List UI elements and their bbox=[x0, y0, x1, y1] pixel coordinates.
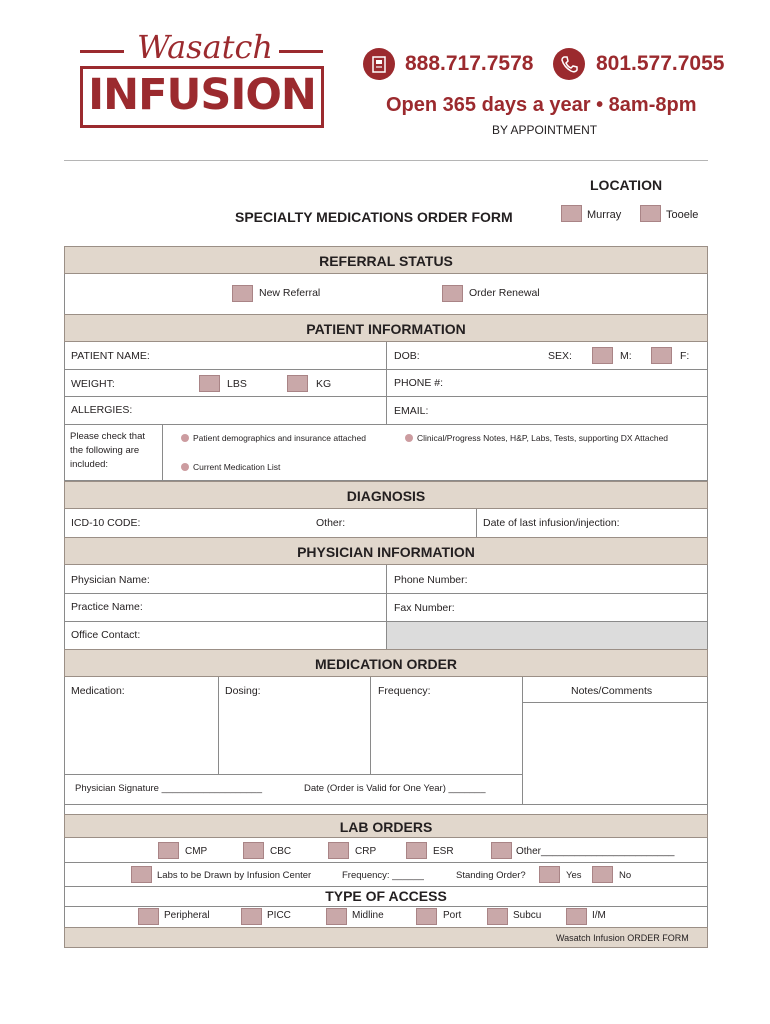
office-contact-label: Office Contact: bbox=[71, 629, 141, 641]
access-heading: TYPE OF ACCESS bbox=[325, 888, 447, 904]
location-tooele-checkbox[interactable] bbox=[640, 205, 661, 222]
medication-header: MEDICATION ORDER bbox=[64, 649, 708, 677]
clinical-notes-label: Clinical/Progress Notes, H&P, Labs, Tests, supporting DX Attached bbox=[417, 433, 669, 443]
kg-checkbox[interactable] bbox=[287, 375, 308, 392]
sex-m-label: M: bbox=[620, 350, 632, 362]
lbs-checkbox[interactable] bbox=[199, 375, 220, 392]
patient-header: PATIENT INFORMATION bbox=[64, 314, 708, 342]
form-title: SPECIALTY MEDICATIONS ORDER FORM bbox=[235, 209, 513, 225]
demographics-label: Patient demographics and insurance attached bbox=[193, 433, 366, 443]
fax-number-label: Fax Number: bbox=[394, 602, 455, 614]
medication-list-label: Current Medication List bbox=[193, 462, 281, 472]
location-murray-checkbox[interactable] bbox=[561, 205, 582, 222]
physician-header: PHYSICIAN INFORMATION bbox=[64, 537, 708, 565]
cmp-checkbox[interactable] bbox=[158, 842, 179, 859]
order-renewal-checkbox[interactable] bbox=[442, 285, 463, 302]
phone-icon bbox=[553, 48, 585, 80]
last-infusion-label: Date of last infusion/injection: bbox=[483, 517, 620, 529]
midline-label: Midline bbox=[352, 910, 384, 921]
picc-checkbox[interactable] bbox=[241, 908, 262, 925]
email-label: EMAIL: bbox=[394, 405, 429, 417]
new-referral-checkbox[interactable] bbox=[232, 285, 253, 302]
standing-yes-checkbox[interactable] bbox=[539, 866, 560, 883]
demographics-radio[interactable] bbox=[181, 434, 189, 442]
logo-infusion: INFUSION bbox=[88, 70, 316, 120]
check-note: Please check that the following are included: bbox=[70, 431, 145, 470]
sex-f-label: F: bbox=[680, 350, 690, 362]
phone1[interactable]: 888.717.7578 bbox=[405, 52, 534, 75]
diagnosis-header: DIAGNOSIS bbox=[64, 481, 708, 509]
dob-label: DOB: bbox=[394, 350, 420, 362]
new-referral-label: New Referral bbox=[259, 287, 321, 299]
sex-label: SEX: bbox=[548, 350, 572, 362]
fax-icon bbox=[363, 48, 395, 80]
standing-no-label: No bbox=[619, 870, 632, 881]
cmp-label: CMP bbox=[185, 846, 208, 857]
dosing-label: Dosing: bbox=[225, 685, 261, 697]
standing-no-checkbox[interactable] bbox=[592, 866, 613, 883]
hours: Open 365 days a year • 8am-8pm bbox=[386, 94, 697, 116]
port-label: Port bbox=[443, 910, 462, 921]
phone-label: PHONE #: bbox=[394, 377, 444, 389]
frequency-label: Frequency: bbox=[378, 685, 431, 697]
sex-f-checkbox[interactable] bbox=[651, 347, 672, 364]
clinical-notes-radio[interactable] bbox=[405, 434, 413, 442]
other-diagnosis-label: Other: bbox=[316, 517, 346, 529]
logo-wasatch: Wasatch bbox=[136, 28, 274, 66]
lbs-label: LBS bbox=[227, 378, 247, 390]
peripheral-checkbox[interactable] bbox=[138, 908, 159, 925]
standing-order-label: Standing Order? bbox=[456, 870, 526, 881]
icd-label: ICD-10 CODE: bbox=[71, 517, 141, 529]
logo bbox=[80, 30, 324, 134]
referral-header: REFERRAL STATUS bbox=[64, 246, 708, 274]
lab-frequency-label: Frequency: ______ bbox=[342, 870, 424, 881]
labs-drawn-checkbox[interactable] bbox=[131, 866, 152, 883]
weight-label: WEIGHT: bbox=[71, 378, 115, 390]
im-label: I/M bbox=[592, 910, 606, 921]
im-checkbox[interactable] bbox=[566, 908, 587, 925]
appointment: BY APPOINTMENT bbox=[492, 123, 598, 137]
other-lab-label: Other________________________ bbox=[516, 846, 675, 857]
lab-header: LAB ORDERS bbox=[64, 814, 708, 838]
port-checkbox[interactable] bbox=[416, 908, 437, 925]
subcu-checkbox[interactable] bbox=[487, 908, 508, 925]
location-murray-label: Murray bbox=[587, 209, 622, 221]
other-lab-checkbox[interactable] bbox=[491, 842, 512, 859]
medication-label: Medication: bbox=[71, 685, 125, 697]
picc-label: PICC bbox=[267, 910, 291, 921]
subcu-label: Subcu bbox=[513, 910, 542, 921]
office-contact-shaded bbox=[387, 622, 707, 649]
patient-name-label: PATIENT NAME: bbox=[71, 350, 150, 362]
standing-yes-label: Yes bbox=[566, 870, 582, 881]
physician-phone-label: Phone Number: bbox=[394, 574, 468, 586]
labs-drawn-label: Labs to be Drawn by Infusion Center bbox=[157, 870, 312, 881]
kg-label: KG bbox=[316, 378, 332, 390]
crp-checkbox[interactable] bbox=[328, 842, 349, 859]
peripheral-label: Peripheral bbox=[164, 910, 210, 921]
cbc-label: CBC bbox=[270, 846, 292, 857]
notes-label: Notes/Comments bbox=[571, 685, 653, 697]
practice-name-label: Practice Name: bbox=[71, 601, 143, 613]
allergies-label: ALLERGIES: bbox=[71, 404, 133, 416]
esr-label: ESR bbox=[433, 846, 454, 857]
physician-name-label: Physician Name: bbox=[71, 574, 150, 586]
cbc-checkbox[interactable] bbox=[243, 842, 264, 859]
order-date-label: Date (Order is Valid for One Year) _______ bbox=[304, 783, 486, 794]
phone2[interactable]: 801.577.7055 bbox=[596, 52, 725, 75]
crp-label: CRP bbox=[355, 846, 377, 857]
sex-m-checkbox[interactable] bbox=[592, 347, 613, 364]
location-tooele-label: Tooele bbox=[666, 209, 699, 221]
footer-label: Wasatch Infusion ORDER FORM bbox=[556, 933, 689, 943]
location-heading: LOCATION bbox=[590, 177, 663, 193]
midline-checkbox[interactable] bbox=[326, 908, 347, 925]
order-renewal-label: Order Renewal bbox=[469, 287, 540, 299]
esr-checkbox[interactable] bbox=[406, 842, 427, 859]
signature-label: Physician Signature ___________________ bbox=[75, 783, 262, 794]
medication-list-radio[interactable] bbox=[181, 463, 189, 471]
